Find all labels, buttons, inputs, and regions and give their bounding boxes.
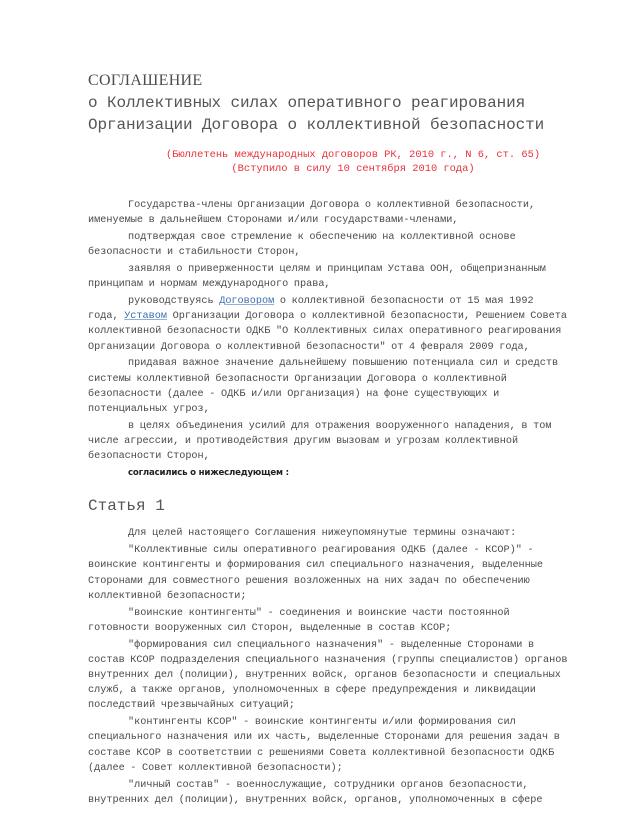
text-line: коллективной безопасности; bbox=[88, 590, 247, 602]
charter-link[interactable]: Уставом bbox=[124, 311, 167, 323]
title-subject-line-1: о Коллективных силах оперативного реагирования bbox=[88, 94, 526, 112]
preamble-paragraph bbox=[88, 356, 588, 417]
text-line: внутренних дел (полиции), внутренних войск, органов безопасности и специальных bbox=[88, 670, 561, 682]
publication-source bbox=[88, 148, 588, 176]
text-line: "формирования сил специального назначения" - выделенные Сторонами в bbox=[128, 639, 535, 651]
preamble-paragraph bbox=[88, 262, 588, 292]
text-line: состав КСОР подразделения специального назначения (группы специалистов) органов bbox=[88, 654, 568, 666]
preamble-paragraph bbox=[88, 419, 588, 465]
text-line: Для целей настоящего Соглашения нижеупомянутые термины означают: bbox=[128, 528, 517, 540]
preamble-paragraph-guided-by bbox=[88, 294, 588, 355]
title-agreement: СОГЛАШЕНИЕ bbox=[88, 72, 203, 89]
text-line bbox=[88, 309, 588, 324]
text-line: в целях объединения усилий для отражения вооруженного нападения, в том bbox=[128, 420, 552, 432]
text-line: "контингенты КСОР" - воинские контингенты и/или формирования сил bbox=[128, 717, 516, 729]
text-line: принципам и нормам международного права, bbox=[88, 279, 331, 291]
article-paragraph bbox=[88, 638, 588, 714]
text-line: заявляя о приверженности целям и принципам Устава ООН, общепризнанным bbox=[128, 264, 546, 275]
text-line: Сторонами для совместного решения возложенных на них задач по обеспечению bbox=[88, 575, 530, 587]
text-line: специального назначения или их часть, выделенные Сторонами для решения задач в bbox=[88, 732, 560, 744]
article-heading: Статья 1 bbox=[88, 497, 165, 516]
text-fragment: года, bbox=[88, 311, 125, 323]
text-line: безопасности и стабильности Сторон, bbox=[88, 247, 301, 259]
text-line: (далее - Совет коллективной безопасности); bbox=[88, 762, 343, 774]
article-paragraph bbox=[88, 543, 588, 604]
text-line: "Коллективные силы оперативного реагирования ОДКБ (далее - КСОР)" - bbox=[128, 545, 534, 557]
entry-into-force: (Вступило в силу 10 сентября 2010 года) bbox=[231, 163, 475, 175]
text-line: придавая важное значение дальнейшему повышению потенциала сил и средств bbox=[128, 358, 559, 370]
article-paragraph bbox=[88, 715, 588, 776]
text-line: "личный состав" - военнослужащие, сотрудники органов безопасности, bbox=[128, 779, 529, 791]
text-line: именуемые в дальнейшем Сторонами и/или государствами-членами, bbox=[88, 215, 459, 227]
text-line: коллективной безопасности ОДКБ "О Коллективных силах оперативного реагирования bbox=[88, 326, 562, 338]
document-title bbox=[88, 70, 588, 136]
text-line bbox=[88, 294, 588, 309]
agreed-statement: согласились о нижеследующем : bbox=[128, 468, 289, 479]
treaty-link[interactable]: Договором bbox=[219, 296, 275, 307]
text-line: Организации Договора о коллективной безопасности" от 4 февраля 2009 года, bbox=[88, 341, 530, 353]
text-line: последствий чрезвычайных ситуаций; bbox=[88, 700, 295, 712]
text-line: готовности вооруженных сил Сторон, выделенные в состав КСОР; bbox=[88, 622, 452, 634]
text-line: потенциальных угроз, bbox=[88, 404, 210, 416]
preamble-paragraph bbox=[88, 198, 588, 228]
title-subject-line-2: Организации Договора о коллективной безопасности bbox=[88, 116, 545, 134]
text-line: внутренних дел (полиции), внутренних войск, органов, уполномоченных в сфере bbox=[88, 794, 543, 806]
text-line: подтверждая свое стремление к обеспечению на коллективной основе bbox=[128, 232, 516, 243]
text-line: безопасности (далее - ОДКБ и/или Организация) на фоне существующих и bbox=[88, 388, 500, 400]
document-page bbox=[88, 70, 588, 810]
bulletin-reference: (Бюллетень международных договоров РК, 2010 г., N 6, ст. 65) bbox=[165, 149, 541, 161]
text-fragment: о коллективной безопасности от 15 мая 1992 bbox=[274, 296, 534, 307]
text-line: служб, а также органов, уполномоченных в сфере предупреждения и ликвидации bbox=[88, 685, 536, 697]
text-line: Государства-члены Организации Договора о коллективной безопасности, bbox=[128, 200, 536, 211]
article-paragraph bbox=[88, 606, 588, 636]
text-line: безопасности Сторон, bbox=[88, 451, 210, 463]
text-line: составе КСОР в соответствии с решениями Совета коллективной безопасности ОДКБ bbox=[88, 747, 555, 759]
text-line: "воинские контингенты" - соединения и воинские части постоянной bbox=[128, 607, 510, 619]
article-paragraph bbox=[88, 778, 588, 808]
text-line: числе агрессии, и противодействия другим вызовам и угрозам коллективной bbox=[88, 436, 519, 448]
preamble-paragraph bbox=[88, 230, 588, 260]
text-fragment: руководствуясь bbox=[128, 296, 220, 307]
text-line: системы коллективной безопасности Организации Договора о коллективной bbox=[88, 373, 507, 385]
text-line: воинские контингенты и формирования сил специального назначения, выделенные bbox=[88, 560, 544, 572]
text-fragment: Организации Договора о коллективной безопасности, Решением Совета bbox=[166, 311, 567, 323]
article-paragraph bbox=[88, 526, 588, 541]
preamble bbox=[88, 198, 588, 808]
